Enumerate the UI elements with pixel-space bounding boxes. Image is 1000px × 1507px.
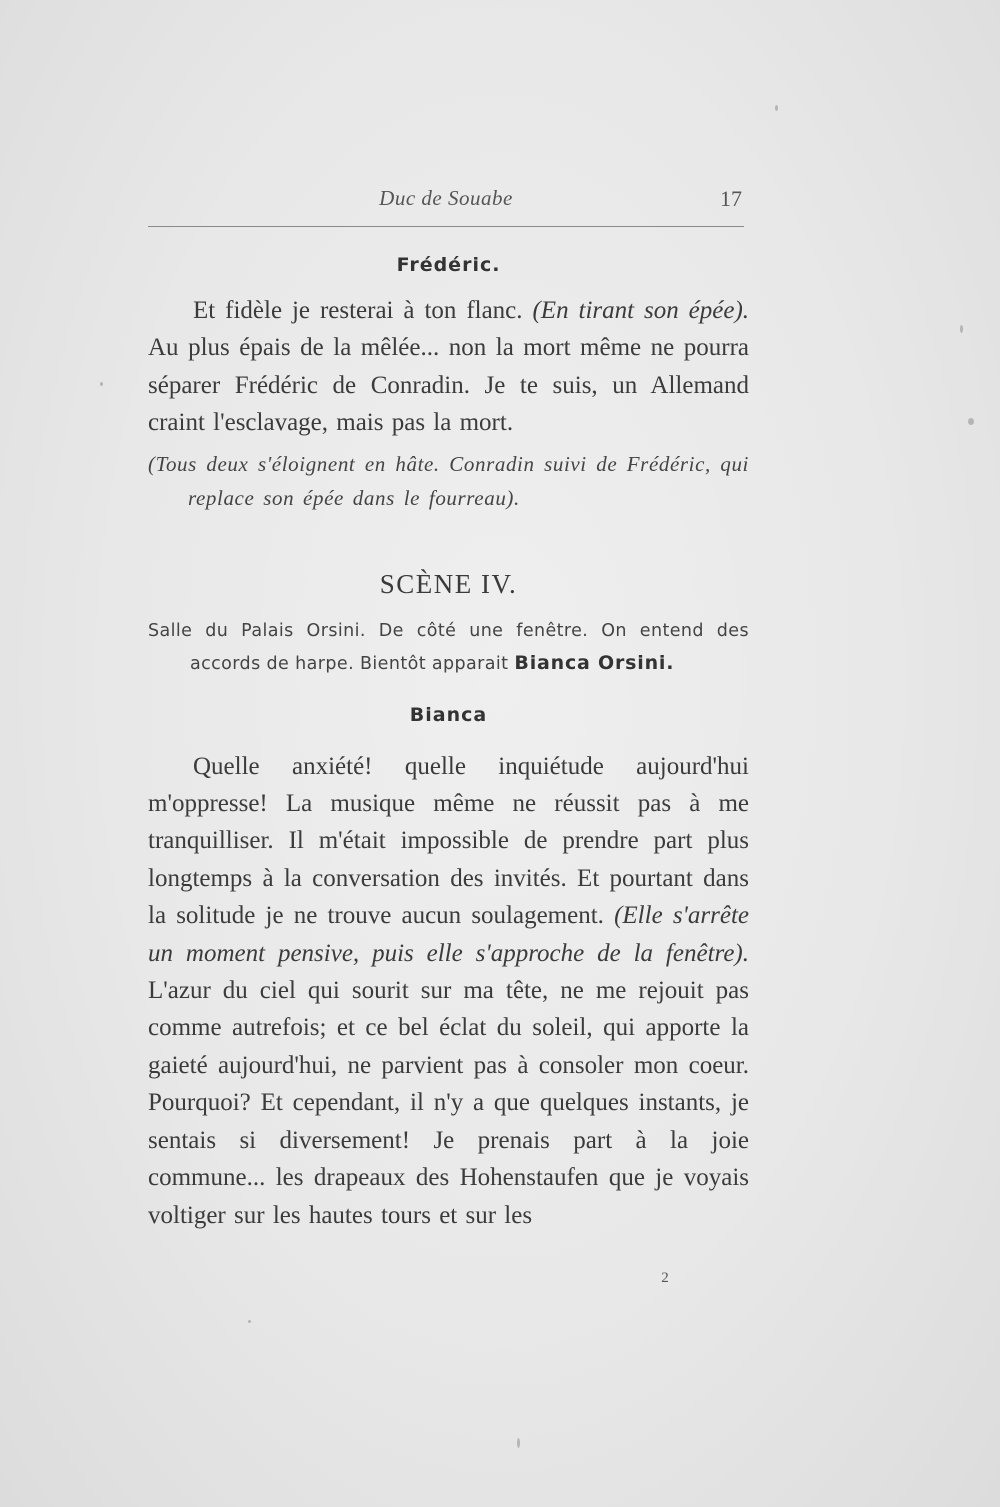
header-rule <box>148 226 744 227</box>
speaker-name-frederic: Frédéric. <box>396 254 501 276</box>
setting-text: Salle du Palais Orsini. De côté une fenêtre. On entend des accords de harpe. Bientôt apparait <box>148 620 749 674</box>
scene-title: SCÈNE IV. <box>379 568 518 599</box>
speech-text: Et fidèle je resterai à ton flanc. <box>193 297 523 324</box>
setting-character-name: Bianca Orsini. <box>514 651 675 674</box>
speaker-name-bianca: Bianca <box>409 703 488 726</box>
running-header <box>148 186 744 216</box>
paper-speck <box>968 418 974 425</box>
text-column <box>148 250 749 1234</box>
signature-mark: 2 <box>661 1270 669 1286</box>
stage-direction: (Tous deux s'éloignent en hâte. Conradin suivi de Frédéric, qui replace son épée dans le fourreau). <box>148 451 749 510</box>
paper-speck <box>248 1320 251 1323</box>
speech-bianca <box>148 748 749 1234</box>
inline-stage-direction: (Elle s'arrête un moment pensive, puis elle s'approche de la fenêtre). <box>148 902 749 967</box>
paper-speck <box>100 382 103 386</box>
speech-text: Au plus épais de la mêlée... non la mort même ne pourra séparer Frédéric de Conradin. Je te suis, un Allemand craint l'esclavage, mais pas la mort. <box>148 334 749 437</box>
speech-text: Quelle anxiété! quelle inquiétude aujourd'hui m'oppresse! La musique même ne réussit pas à me tranquilliser. Il m'était impossible de prendre part plus longtemps à la conversation des invités. Et pourtant dans la solitude je ne trouve aucun soulagement. <box>148 752 749 930</box>
speech-text: L'azur du ciel qui sourit sur ma tête, ne me rejouit pas comme autrefois; et ce bel éclat du soleil, qui apporte la gaieté aujourd'hui, ne parvient pas à consoler mon coeur. Pourquoi? Et cependant, il n'y a que quelques instants, je sentais si diversement! Je prenais part à la joie commune... les drapeaux des Hohenstaufen que je voyais voltiger sur les hautes tours et sur les <box>148 977 749 1229</box>
inline-stage-direction: (En tirant son épée). <box>532 297 750 324</box>
paper-speck <box>960 325 963 333</box>
page-number: 17 <box>720 186 742 211</box>
speech-frederic <box>148 292 749 442</box>
paper-speck <box>775 105 778 111</box>
paper-speck <box>517 1438 520 1448</box>
running-title: Duc de Souabe <box>379 186 513 210</box>
scene-setting <box>148 615 749 680</box>
